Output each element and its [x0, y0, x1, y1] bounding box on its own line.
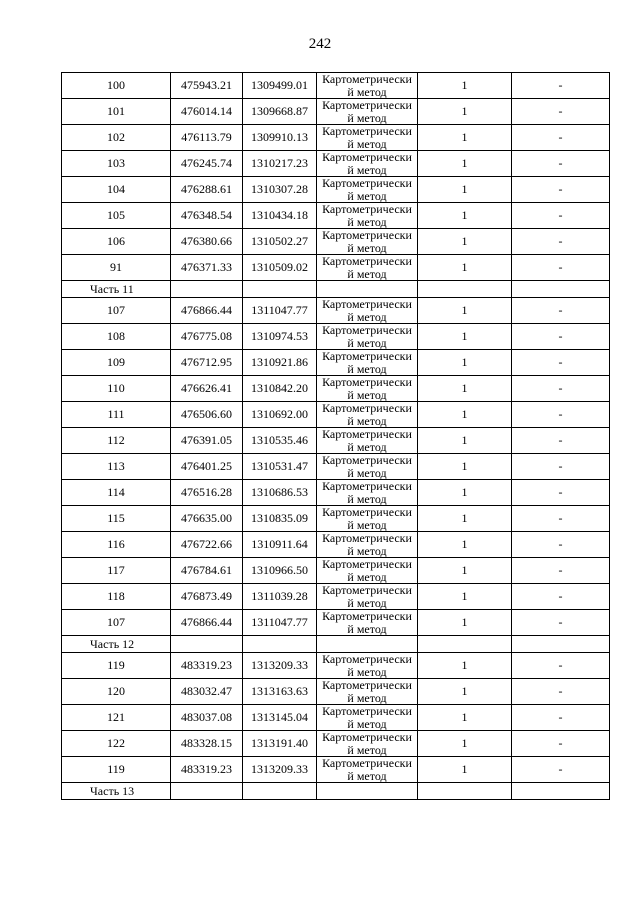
y-coordinate-cell: 1310535.46 [243, 428, 317, 454]
method-cell: Картометрически й метод [317, 731, 418, 757]
coordinates-table-body [62, 73, 610, 800]
note-cell: - [512, 454, 610, 480]
y-coordinate-cell: 1309668.87 [243, 99, 317, 125]
accuracy-cell: 1 [418, 428, 512, 454]
table-row [62, 705, 610, 731]
point-number-cell: 103 [62, 151, 171, 177]
y-coordinate-cell: 1310974.53 [243, 324, 317, 350]
note-cell: - [512, 350, 610, 376]
y-coordinate-cell: 1313145.04 [243, 705, 317, 731]
point-number-cell: 121 [62, 705, 171, 731]
accuracy-cell: 1 [418, 584, 512, 610]
part-label: Часть 11 [62, 281, 171, 298]
note-cell: - [512, 203, 610, 229]
accuracy-cell: 1 [418, 203, 512, 229]
point-number-cell: 100 [62, 73, 171, 99]
method-cell: Картометрически й метод [317, 402, 418, 428]
method-cell: Картометрически й метод [317, 757, 418, 783]
note-cell: - [512, 402, 610, 428]
x-coordinate-cell: 476245.74 [171, 151, 243, 177]
table-row [62, 653, 610, 679]
y-coordinate-cell: 1310692.00 [243, 402, 317, 428]
empty-cell [171, 783, 243, 800]
table-row [62, 73, 610, 99]
table-row [62, 402, 610, 428]
accuracy-cell: 1 [418, 532, 512, 558]
method-cell: Картометрически й метод [317, 255, 418, 281]
part-header-row [62, 783, 610, 800]
x-coordinate-cell: 476348.54 [171, 203, 243, 229]
note-cell: - [512, 99, 610, 125]
x-coordinate-cell: 476866.44 [171, 610, 243, 636]
part-label: Часть 13 [62, 783, 171, 800]
page-number: 242 [308, 36, 332, 52]
note-cell: - [512, 255, 610, 281]
accuracy-cell: 1 [418, 99, 512, 125]
table-row [62, 584, 610, 610]
note-cell: - [512, 177, 610, 203]
point-number-cell: 117 [62, 558, 171, 584]
y-coordinate-cell: 1310686.53 [243, 480, 317, 506]
method-cell: Картометрически й метод [317, 324, 418, 350]
accuracy-cell: 1 [418, 298, 512, 324]
note-cell: - [512, 705, 610, 731]
point-number-cell: 113 [62, 454, 171, 480]
x-coordinate-cell: 476380.66 [171, 229, 243, 255]
part-header-row [62, 281, 610, 298]
point-number-cell: 115 [62, 506, 171, 532]
note-cell: - [512, 428, 610, 454]
method-cell: Картометрически й метод [317, 151, 418, 177]
point-number-cell: 105 [62, 203, 171, 229]
method-cell: Картометрически й метод [317, 376, 418, 402]
empty-cell [512, 281, 610, 298]
table-row [62, 255, 610, 281]
method-cell: Картометрически й метод [317, 428, 418, 454]
x-coordinate-cell: 476635.00 [171, 506, 243, 532]
table-row [62, 229, 610, 255]
point-number-cell: 120 [62, 679, 171, 705]
accuracy-cell: 1 [418, 506, 512, 532]
method-cell: Картометрически й метод [317, 506, 418, 532]
table-row [62, 350, 610, 376]
table-row [62, 731, 610, 757]
table-row [62, 610, 610, 636]
point-number-cell: 110 [62, 376, 171, 402]
accuracy-cell: 1 [418, 376, 512, 402]
accuracy-cell: 1 [418, 731, 512, 757]
table-row [62, 532, 610, 558]
method-cell: Картометрически й метод [317, 532, 418, 558]
note-cell: - [512, 506, 610, 532]
note-cell: - [512, 558, 610, 584]
y-coordinate-cell: 1309910.13 [243, 125, 317, 151]
x-coordinate-cell: 476401.25 [171, 454, 243, 480]
accuracy-cell: 1 [418, 402, 512, 428]
coordinates-table [61, 72, 610, 800]
method-cell: Картометрически й метод [317, 125, 418, 151]
note-cell: - [512, 229, 610, 255]
y-coordinate-cell: 1310307.28 [243, 177, 317, 203]
point-number-cell: 111 [62, 402, 171, 428]
y-coordinate-cell: 1311039.28 [243, 584, 317, 610]
empty-cell [418, 281, 512, 298]
table-row [62, 125, 610, 151]
table-row [62, 99, 610, 125]
accuracy-cell: 1 [418, 653, 512, 679]
method-cell: Картометрически й метод [317, 705, 418, 731]
y-coordinate-cell: 1310531.47 [243, 454, 317, 480]
point-number-cell: 91 [62, 255, 171, 281]
accuracy-cell: 1 [418, 558, 512, 584]
accuracy-cell: 1 [418, 125, 512, 151]
accuracy-cell: 1 [418, 177, 512, 203]
point-number-cell: 118 [62, 584, 171, 610]
empty-cell [512, 783, 610, 800]
y-coordinate-cell: 1311047.77 [243, 610, 317, 636]
y-coordinate-cell: 1310502.27 [243, 229, 317, 255]
accuracy-cell: 1 [418, 610, 512, 636]
empty-cell [418, 783, 512, 800]
x-coordinate-cell: 483319.23 [171, 653, 243, 679]
note-cell: - [512, 679, 610, 705]
y-coordinate-cell: 1310921.86 [243, 350, 317, 376]
accuracy-cell: 1 [418, 454, 512, 480]
y-coordinate-cell: 1311047.77 [243, 298, 317, 324]
table-row [62, 558, 610, 584]
empty-cell [512, 636, 610, 653]
empty-cell [418, 636, 512, 653]
x-coordinate-cell: 483037.08 [171, 705, 243, 731]
note-cell: - [512, 731, 610, 757]
table-row [62, 679, 610, 705]
empty-cell [317, 281, 418, 298]
y-coordinate-cell: 1310911.64 [243, 532, 317, 558]
note-cell: - [512, 151, 610, 177]
x-coordinate-cell: 476391.05 [171, 428, 243, 454]
empty-cell [171, 636, 243, 653]
point-number-cell: 107 [62, 298, 171, 324]
empty-cell [317, 636, 418, 653]
x-coordinate-cell: 476516.28 [171, 480, 243, 506]
part-label: Часть 12 [62, 636, 171, 653]
accuracy-cell: 1 [418, 255, 512, 281]
method-cell: Картометрически й метод [317, 203, 418, 229]
accuracy-cell: 1 [418, 757, 512, 783]
y-coordinate-cell: 1313163.63 [243, 679, 317, 705]
accuracy-cell: 1 [418, 324, 512, 350]
table-row [62, 428, 610, 454]
y-coordinate-cell: 1313209.33 [243, 757, 317, 783]
note-cell: - [512, 757, 610, 783]
y-coordinate-cell: 1310966.50 [243, 558, 317, 584]
table-row [62, 506, 610, 532]
y-coordinate-cell: 1309499.01 [243, 73, 317, 99]
note-cell: - [512, 324, 610, 350]
note-cell: - [512, 532, 610, 558]
table-row [62, 376, 610, 402]
table-row [62, 454, 610, 480]
x-coordinate-cell: 476014.14 [171, 99, 243, 125]
point-number-cell: 102 [62, 125, 171, 151]
table-row [62, 203, 610, 229]
empty-cell [243, 281, 317, 298]
x-coordinate-cell: 476712.95 [171, 350, 243, 376]
x-coordinate-cell: 476288.61 [171, 177, 243, 203]
x-coordinate-cell: 483319.23 [171, 757, 243, 783]
note-cell: - [512, 480, 610, 506]
x-coordinate-cell: 476866.44 [171, 298, 243, 324]
x-coordinate-cell: 476371.33 [171, 255, 243, 281]
point-number-cell: 112 [62, 428, 171, 454]
note-cell: - [512, 298, 610, 324]
note-cell: - [512, 376, 610, 402]
point-number-cell: 116 [62, 532, 171, 558]
x-coordinate-cell: 483032.47 [171, 679, 243, 705]
empty-cell [317, 783, 418, 800]
method-cell: Картометрически й метод [317, 454, 418, 480]
note-cell: - [512, 125, 610, 151]
note-cell: - [512, 584, 610, 610]
point-number-cell: 104 [62, 177, 171, 203]
empty-cell [243, 783, 317, 800]
x-coordinate-cell: 476113.79 [171, 125, 243, 151]
method-cell: Картометрически й метод [317, 229, 418, 255]
method-cell: Картометрически й метод [317, 298, 418, 324]
empty-cell [243, 636, 317, 653]
table-row [62, 757, 610, 783]
x-coordinate-cell: 476722.66 [171, 532, 243, 558]
note-cell: - [512, 653, 610, 679]
accuracy-cell: 1 [418, 705, 512, 731]
method-cell: Картометрически й метод [317, 610, 418, 636]
point-number-cell: 114 [62, 480, 171, 506]
point-number-cell: 119 [62, 757, 171, 783]
y-coordinate-cell: 1310434.18 [243, 203, 317, 229]
table-row [62, 298, 610, 324]
accuracy-cell: 1 [418, 480, 512, 506]
method-cell: Картометрически й метод [317, 584, 418, 610]
y-coordinate-cell: 1310835.09 [243, 506, 317, 532]
part-header-row [62, 636, 610, 653]
accuracy-cell: 1 [418, 229, 512, 255]
method-cell: Картометрически й метод [317, 480, 418, 506]
accuracy-cell: 1 [418, 350, 512, 376]
table-row [62, 177, 610, 203]
method-cell: Картометрически й метод [317, 177, 418, 203]
accuracy-cell: 1 [418, 679, 512, 705]
note-cell: - [512, 73, 610, 99]
table-row [62, 151, 610, 177]
method-cell: Картометрически й метод [317, 73, 418, 99]
x-coordinate-cell: 476506.60 [171, 402, 243, 428]
y-coordinate-cell: 1310217.23 [243, 151, 317, 177]
point-number-cell: 107 [62, 610, 171, 636]
method-cell: Картометрически й метод [317, 99, 418, 125]
note-cell: - [512, 610, 610, 636]
x-coordinate-cell: 476784.61 [171, 558, 243, 584]
table-row [62, 480, 610, 506]
point-number-cell: 106 [62, 229, 171, 255]
point-number-cell: 101 [62, 99, 171, 125]
point-number-cell: 122 [62, 731, 171, 757]
empty-cell [171, 281, 243, 298]
y-coordinate-cell: 1310842.20 [243, 376, 317, 402]
method-cell: Картометрически й метод [317, 679, 418, 705]
table-row [62, 324, 610, 350]
accuracy-cell: 1 [418, 151, 512, 177]
y-coordinate-cell: 1313191.40 [243, 731, 317, 757]
point-number-cell: 109 [62, 350, 171, 376]
method-cell: Картометрически й метод [317, 653, 418, 679]
method-cell: Картометрически й метод [317, 558, 418, 584]
point-number-cell: 108 [62, 324, 171, 350]
accuracy-cell: 1 [418, 73, 512, 99]
point-number-cell: 119 [62, 653, 171, 679]
y-coordinate-cell: 1310509.02 [243, 255, 317, 281]
x-coordinate-cell: 476873.49 [171, 584, 243, 610]
x-coordinate-cell: 483328.15 [171, 731, 243, 757]
x-coordinate-cell: 475943.21 [171, 73, 243, 99]
x-coordinate-cell: 476775.08 [171, 324, 243, 350]
x-coordinate-cell: 476626.41 [171, 376, 243, 402]
method-cell: Картометрически й метод [317, 350, 418, 376]
y-coordinate-cell: 1313209.33 [243, 653, 317, 679]
